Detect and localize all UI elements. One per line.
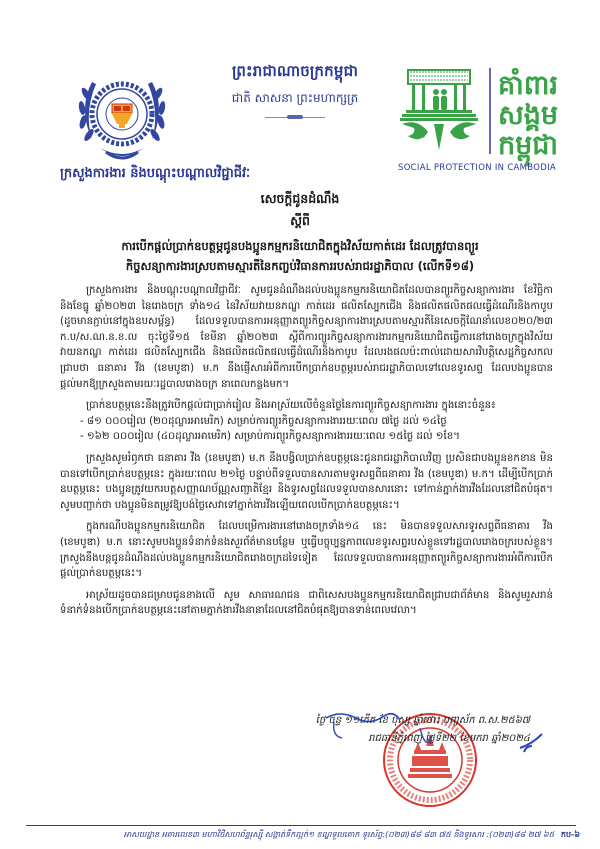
paragraph-intro: ក្រសួងការងារ និងបណ្តុះបណ្តាលវិជ្ជាជីវៈ សូមជូនដំណឹងដល់បងប្អូនកម្មករនិយោជិតដែលបានព្យួរកិច្ចសន្យាការងារ ខែវិច្ឆិកា និងខែធ្នូ ឆ្នាំ២០២៣ នៃរោងចក្រ ទាំង១៤ នៃវិស័យវាយនភណ្ឌ កាត់ដេរ ផលិតស្បែកជើង និងផលិតផលិតផលធ្វើដំណើរនិងកាបូប (ដូចមានភ្ជាប់នៅក្នុងឧបសម្ព័ន្ធ) ដែលទទួលបានការអនុញ្ញាតព្យួរកិច្ចសន្យាការងារស្របតាមស្មារតីនៃសេចក្តីណែនាំលេខ០២០/២៣ ក.ប/ស.ណ.ន.ខ.ល ចុះថ្ងៃទី១៥ ខែមីនា ឆ្នាំ២០២៣ ស្តីពីការព្យួរកិច្ចសន្យាការងារកម្មករនិយោជិតធ្វើការនៅរោងចក្រក្នុងវិស័យវាយនភណ្ឌ កាត់ដេរ ផលិតស្បែកជើង និងផលិតផលិតផលធ្វើដំណើរនិងកាបូប ដែលរងផលប៉ះពាល់ដោយសារវិបត្តិសេដ្ឋកិច្ចសកល ជ្រាបថា ធនាគារ វីង (ខេមបូឌា) ម.ក នឹងផ្ញើសារអំពីការបើកប្រាក់ឧបត្ថម្ភរបស់រាជរដ្ឋាភិបាលទៅលេខទូរសព្ទ ដែលបងប្អូនបានផ្តល់មកឱ្យក្រសួងតាមរយៈរដ្ឋបាលរោងចក្រ នាពេលកន្លងមក។	[60, 285, 553, 390]
lunar-date: ថ្ងៃ ច័ន្ទ ១១កើត ខែ បុស្ស ឆ្នាំថោះ បញ្ចស័ក ព.ស.២៥៦៧	[315, 715, 530, 726]
notice-subject-label: ស្តីពី	[290, 213, 310, 228]
social-protection-logo-icon	[398, 62, 588, 174]
paragraph-reminder: ក្រសួងសូមរំឭកថា ធនាគារ វីង (ខេមបូឌា) ម.ក នឹងបង្វិលប្រាក់ឧបត្ថម្ភនេះជូនរាជរដ្ឋាភិបាលវិញ ប្រសិនជាបងប្អូនខកខាន មិនបានទៅបើកប្រាក់ឧបត្ថម្ភនេះ ក្នុងរយៈពេល ២១ថ្ងៃ បន្ទាប់ពីទទួលបានសារតាមទូរសព្ទពីធនាគារ វីង (ខេមបូឌា) ម.ក។ ដើម្បីបើកប្រាក់ឧបត្ថម្ភនេះ បងប្អូនត្រូវយករបត្តសញ្ញាណប័ណ្ណសញ្ជាតិខ្មែរ និងទូរសព្ទដែលទទួលបានសារនោះ ទៅកាន់ភ្នាក់ងារវីងដែលនៅជិតបំផុត។ សូមបញ្ជាក់ថា បងប្អូនមិនតម្រូវឱ្យបង់ថ្លៃសេវាទៅភ្នាក់ងារវីងឡើយពេលបើកប្រាក់ឧបត្ថម្ភនេះ។	[60, 452, 553, 511]
notice-subject-line-1: ការបើកផ្តល់ប្រាក់ឧបត្ថម្ភជូនបងប្អូនកម្មករនិយោជិតក្នុងវិស័យកាត់ដេរ ដែលត្រូវបានព្យួរ	[121, 239, 479, 253]
footer-address	[40, 829, 580, 841]
notice-body	[60, 283, 553, 625]
ornament-divider	[265, 114, 325, 120]
ministry-name: ក្រសួងការងារ និងបណ្តុះបណ្តាលវិជ្ជាជីវៈ	[60, 166, 251, 181]
national-motto: ជាតិ សាសនា ព្រះមហាក្សត្រ	[231, 91, 359, 105]
footer-address-text: អាសយដ្ឋាន អគារលេខ៣ មហាវិថីសហព័ន្ធរុស្ស៊ី សង្កាត់ទឹកល្អក់១ ខណ្ឌទួលគោក ទូរស័ព្ទ:(០២៣)៨៨ ៨៣ ៧៥ និងទូរសារ :(០២៣)៨៨ ២៧ ៦៥	[123, 830, 555, 839]
svg-text:កម្ពុជា: កម្ពុជា	[498, 130, 558, 161]
notice-title-block	[40, 191, 560, 276]
date-block	[290, 712, 530, 748]
social-protection-caption: SOCIAL PROTECTION IN CAMBODIA	[398, 163, 557, 173]
svg-text:សង្គម: សង្គម	[498, 100, 558, 131]
notice-heading: សេចក្តីជូនដំណឹង	[260, 191, 340, 206]
ministry-emblem-icon	[72, 60, 172, 172]
paragraph-no-sms: ក្នុងករណីបងប្អូនកម្មករនិយោជិត ដែលបម្រើការងារនៅរោងចក្រទាំង១៤ នេះ មិនបានទទួលសារទូរសព្ទពីធនាគារ វីង (ខេមបូឌា) ម.ក នោះសូមបងប្អូនទំនាក់ទំនងសួរព័ត៌មានបន្ថែម ឬធ្វើបច្ចុប្បន្នភាពលេខទូរសព្ទរបស់ខ្លួនទៅរដ្ឋបាលរោងចក្ររបស់ខ្លួន។ ក្រសួងនឹងបន្តជូនដំណឹងដល់បងប្អូនកម្មករនិយោជិតរោងចក្រដទៃទៀត ដែលទទួលបានការអនុញ្ញាតព្យួរកិច្ចសន្យាការងារអំពីការបើកផ្តល់ប្រាក់ឧបត្ថម្ភនេះ។	[60, 521, 553, 580]
amount-item-2: - ១៦២ ០០០រៀល (៤០ដុល្លារអាមេរិក) សម្រាប់ការព្យួរកិច្ចសន្យាការងាររយៈពេល ១៥ថ្ងៃ ដល់ ១ខែ។	[80, 431, 460, 443]
paragraph-closing: អាស្រ័យដូចបានជម្រាបជូនខាងលើ សូម សាធារណជន ជាពិសេសបងប្អូនកម្មករនិយោជិតជ្រាបជាព័ត៌មាន និងសូមរួសរាន់ទំនាក់ទំនងបើកប្រាក់ឧបត្ថម្ភនេះនៅតាមភ្នាក់ងារវីងនានាដែលនៅជិតបំផុតឱ្យបានទាន់ពេលវេលា។	[60, 589, 553, 617]
notice-subject-line-2: កិច្ចសន្យាការងារស្របតាមស្មារតីនៃកញ្ចប់វិធានការរបស់រាជរដ្ឋាភិបាល (លើកទី១៨)	[125, 259, 475, 273]
amount-item-1: - ៨១ ០០០រៀល (២០ដុល្លារអាមេរិក) សម្រាប់ការព្យួរកិច្ចសន្យាការងាររយៈពេល ៧ថ្ងៃ ដល់ ១៤ថ្ងៃ	[80, 415, 447, 427]
kingdom-heading	[205, 62, 385, 120]
paragraph-amounts: ប្រាក់ឧបត្ថម្ភនេះនឹងត្រូវបើកផ្តល់ជាប្រាក់រៀល និងអាស្រ័យលើចំនួនថ្ងៃនៃការព្យួរកិច្ចសន្យាការងារ ក្នុងនោះចំនួន៖	[86, 400, 496, 412]
footer-divider	[26, 825, 576, 826]
page-code: កប-៦	[560, 830, 580, 839]
place-and-date: រាជធានីភ្នំពេញ ថ្ងៃទី២២ ខែមករា ឆ្នាំ២០២៤	[368, 733, 530, 744]
svg-text:គាំពារ: គាំពារ	[498, 70, 558, 101]
kingdom-title: ព្រះរាជាណាចក្រកម្ពុជា	[231, 62, 359, 80]
